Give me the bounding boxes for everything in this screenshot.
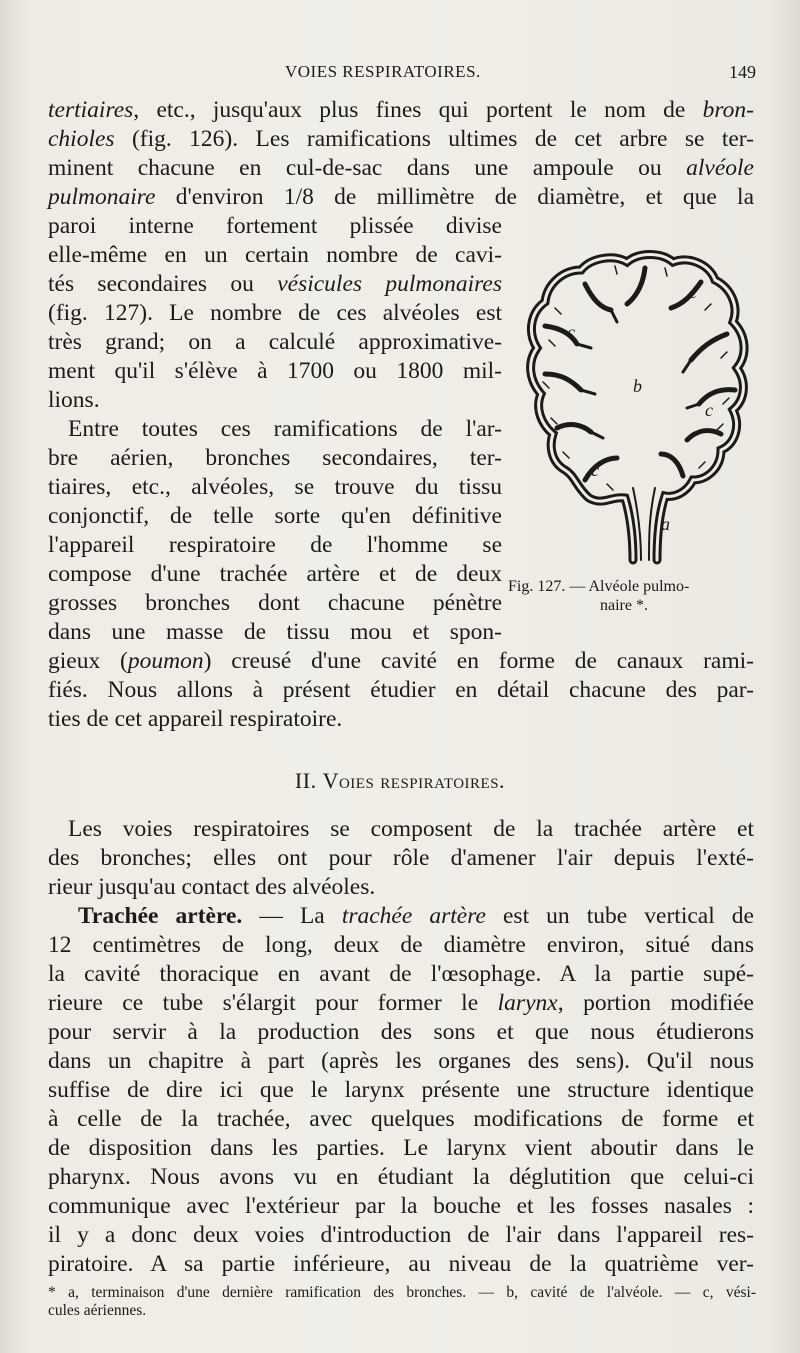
- text-line: tés secondaires ou vésicules pulmonaires: [48, 271, 502, 297]
- label-c-2: c: [567, 322, 575, 342]
- label-c-1: c: [689, 282, 697, 302]
- text-line: Trachée artère. — La trachée artère est un tube vertical de: [78, 903, 754, 929]
- subheading-trachee: Trachée artère.: [78, 903, 243, 929]
- text-line: 12 centimètres de long, deux de diamètre environ, situé dans: [48, 932, 754, 958]
- label-c-3: c: [705, 400, 713, 420]
- footnote-line: * a, terminaison d'une dernière ramification des bronches. — b, cavité de l'alvéole. — c, vési-: [48, 1284, 756, 1301]
- text-line: fiés. Nous allons à présent étudier en détail chacune des par-: [48, 677, 754, 703]
- text-line: de disposition dans les parties. Le larynx vient aboutir dans le: [48, 1135, 754, 1161]
- page-header: [48, 62, 756, 88]
- text-line: il y a donc deux voies d'introduction de l'air dans l'appareil res-: [48, 1222, 754, 1248]
- label-c-4: c: [591, 460, 599, 480]
- alveole-figure: [515, 248, 755, 573]
- footnote-line: cules aériennes.: [48, 1302, 147, 1319]
- text-line: tertiaires, etc., jusqu'aux plus fines qui portent le nom de bron-: [48, 97, 754, 123]
- figure-caption: Fig. 127. — Alvéole pulmo- naire *.: [508, 578, 690, 614]
- text-line: piratoire. A sa partie inférieure, au niveau de la quatrième ver-: [48, 1251, 754, 1277]
- text-line: bre aérien, bronches secondaires, ter-: [48, 445, 502, 471]
- text-line: grosses bronches dont chacune pénètre: [48, 590, 502, 616]
- text-line: rieur jusqu'au contact des alvéoles.: [48, 874, 376, 900]
- text-line: compose d'une trachée artère et de deux: [48, 561, 502, 587]
- page-number: 149: [729, 62, 756, 82]
- text-line: gieux (poumon) creusé d'une cavité en forme de canaux rami-: [48, 648, 754, 674]
- text-line: paroi interne fortement plissée divise: [48, 213, 502, 239]
- label-b: b: [633, 376, 642, 396]
- text-line: très grand; on a calculé approximative-: [48, 329, 502, 355]
- text-line: conjonctif, de telle sorte qu'en définitive: [48, 503, 502, 529]
- text-line: la cavité thoracique en avant de l'œsophage. A la partie supé-: [48, 961, 754, 987]
- text-line: dans un chapitre à part (après les organes des sens). Qu'il nous: [48, 1048, 754, 1074]
- alveole-illustration: [515, 248, 755, 573]
- text-line: rieure ce tube s'élargit pour former le larynx, portion modifiée: [48, 990, 754, 1016]
- text-line: ties de cet appareil respiratoire.: [48, 706, 343, 732]
- text-line: lions.: [48, 387, 100, 413]
- text-line: communique avec l'extérieur par la bouche et les fosses nasales :: [48, 1193, 754, 1219]
- text-line: chioles (fig. 126). Les ramifications ultimes de cet arbre se ter-: [48, 126, 754, 152]
- label-a: a: [661, 514, 670, 534]
- text-line: elle-même en un certain nombre de cavi-: [48, 242, 502, 268]
- text-line: pulmonaire d'environ 1/8 de millimètre de diamètre, et que la: [48, 184, 754, 210]
- text-line: des bronches; elles ont pour rôle d'amener l'air depuis l'exté-: [48, 845, 754, 871]
- text-line: ment qu'il s'élève à 1700 ou 1800 mil-: [48, 358, 502, 384]
- text-line: suffise de dire ici que le larynx présente une structure identique: [48, 1077, 754, 1103]
- text-line: Entre toutes ces ramifications de l'ar-: [68, 416, 502, 442]
- text-line: dans une masse de tissu mou et spon-: [48, 619, 502, 645]
- text-line: tiaires, etc., alvéoles, se trouve du tissu: [48, 474, 502, 500]
- text-line: Les voies respiratoires se composent de la trachée artère et: [68, 816, 754, 842]
- text-line: pour servir à la production des sons et que nous étudierons: [48, 1019, 754, 1045]
- text-line: à celle de la trachée, avec quelques modifications de forme et: [48, 1106, 754, 1132]
- text-line: pharynx. Nous avons vu en étudiant la déglutition que celui-ci: [48, 1164, 754, 1190]
- text-line: (fig. 127). Le nombre de ces alvéoles est: [48, 300, 502, 326]
- text-line: minent chacune en cul-de-sac dans une ampoule ou alvéole: [48, 155, 754, 181]
- section-title: II. Voies respiratoires.: [294, 768, 506, 793]
- text-line: l'appareil respiratoire de l'homme se: [48, 532, 502, 558]
- running-title: VOIES RESPIRATOIRES.: [285, 62, 481, 81]
